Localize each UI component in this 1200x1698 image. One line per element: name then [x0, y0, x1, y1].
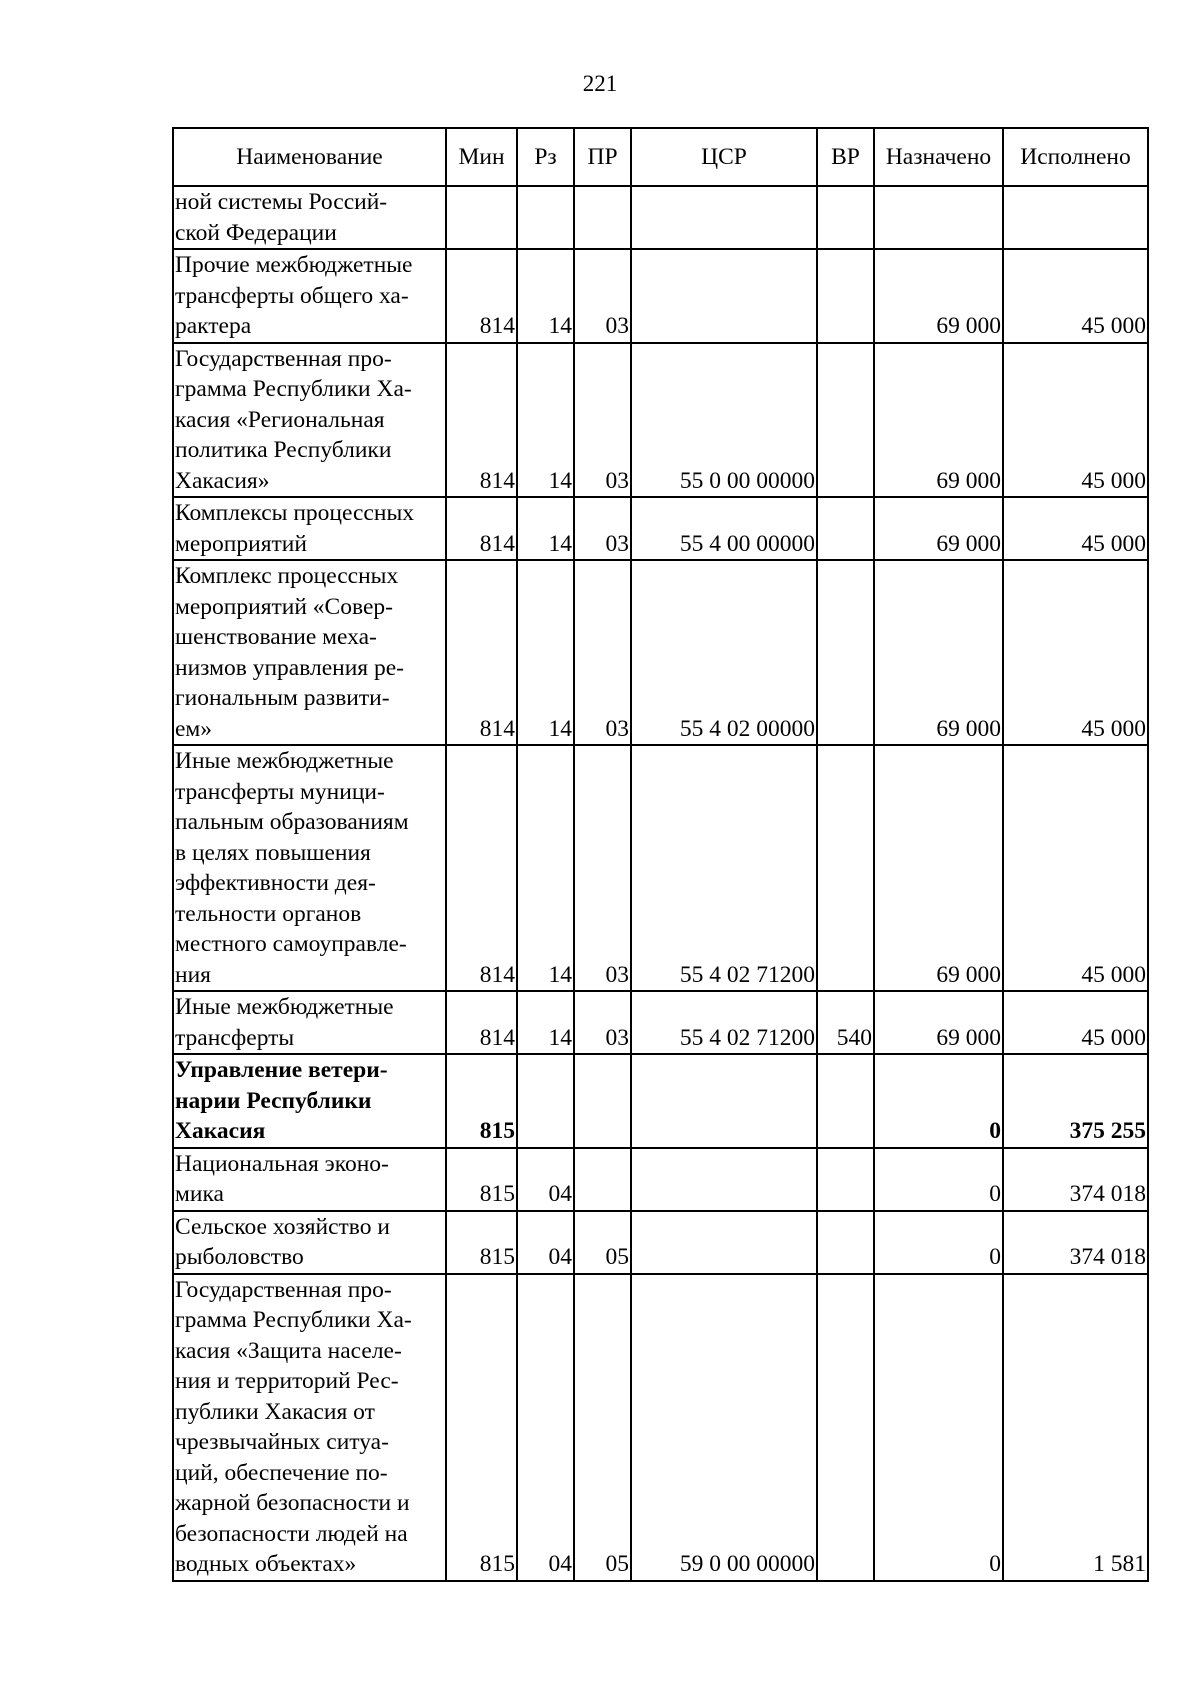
name-line: мероприятий [175, 530, 307, 557]
cell-executed: 374 018 [1003, 1148, 1148, 1211]
header-csr: ЦСР [631, 128, 817, 186]
name-line: ной системы Россий- [175, 189, 388, 215]
cell-assigned: 69 000 [874, 343, 1003, 498]
name-line: пальным образованиям [175, 809, 409, 835]
name-line: мика [175, 1181, 224, 1207]
name-line: в целях повышения [175, 839, 371, 866]
header-vr: ВР [817, 128, 874, 186]
cell-executed [1003, 186, 1148, 249]
table-row [173, 745, 1148, 991]
cell-pr: 05 [574, 1274, 631, 1581]
cell-name [173, 497, 446, 560]
cell-name [173, 560, 446, 745]
table-row [173, 186, 1148, 249]
header-executed: Исполнено [1003, 128, 1148, 186]
cell-min: 814 [446, 991, 517, 1054]
name-line: Комплексы процессных [175, 500, 414, 526]
name-line: трансферты муници- [175, 778, 385, 805]
cell-vr [817, 1211, 874, 1274]
budget-table [172, 127, 1149, 1582]
name-line: шенствование меха- [175, 624, 377, 650]
cell-executed: 45 000 [1003, 560, 1148, 745]
header-pr: ПР [574, 128, 631, 186]
cell-name [173, 1211, 446, 1274]
name-line: ния [175, 961, 211, 988]
cell-name [173, 991, 446, 1054]
cell-pr [574, 1054, 631, 1148]
name-line: трансферты [175, 1024, 295, 1051]
name-line: Государственная про- [175, 1276, 392, 1303]
cell-vr [817, 343, 874, 498]
cell-name [173, 343, 446, 498]
name-line: касия «Региональная [175, 406, 385, 433]
cell-csr: 59 0 00 00000 [631, 1274, 817, 1581]
cell-csr [631, 249, 817, 343]
cell-rz: 14 [517, 497, 574, 560]
cell-executed: 45 000 [1003, 249, 1148, 343]
name-line: эффективности дея- [175, 870, 376, 896]
name-line: мероприятий «Совер- [175, 593, 393, 620]
cell-executed: 45 000 [1003, 745, 1148, 991]
table-row [173, 1274, 1148, 1581]
cell-min: 815 [446, 1274, 517, 1581]
cell-name [173, 1274, 446, 1581]
cell-name [173, 186, 446, 249]
cell-csr: 55 4 02 00000 [631, 560, 817, 745]
name-line: трансферты общего ха- [175, 282, 409, 309]
cell-min: 815 [446, 1211, 517, 1274]
cell-rz: 14 [517, 745, 574, 991]
cell-rz: 14 [517, 991, 574, 1054]
cell-rz: 14 [517, 560, 574, 745]
name-line: Хакасия» [175, 467, 270, 494]
name-line: местного самоуправле- [175, 931, 407, 957]
cell-assigned: 0 [874, 1054, 1003, 1148]
cell-name [173, 1054, 446, 1148]
cell-vr [817, 1054, 874, 1148]
name-line: грамма Республики Ха- [175, 1307, 412, 1333]
cell-name [173, 1148, 446, 1211]
cell-csr [631, 1148, 817, 1211]
name-line: тельности органов [175, 900, 362, 927]
cell-name [173, 745, 446, 991]
cell-min [446, 186, 517, 249]
cell-rz [517, 1054, 574, 1148]
name-line: Национальная эконо- [175, 1150, 389, 1177]
cell-pr [574, 1148, 631, 1211]
name-line: Иные межбюджетные [175, 748, 394, 774]
table-row [173, 560, 1148, 745]
name-line: водных объектах» [175, 1551, 357, 1577]
cell-min: 814 [446, 343, 517, 498]
name-line: рактера [175, 313, 252, 339]
table-body [173, 186, 1148, 1581]
cell-assigned [874, 186, 1003, 249]
cell-vr: 540 [817, 991, 874, 1054]
name-line: чрезвычайных ситуа- [175, 1429, 389, 1455]
header-min: Мин [446, 128, 517, 186]
cell-assigned: 0 [874, 1148, 1003, 1211]
cell-pr: 03 [574, 497, 631, 560]
name-line: ем» [175, 715, 213, 742]
cell-csr: 55 4 00 00000 [631, 497, 817, 560]
name-line: безопасности людей на [175, 1520, 408, 1547]
name-line: рыболовство [175, 1244, 304, 1270]
cell-min: 814 [446, 497, 517, 560]
cell-vr [817, 1148, 874, 1211]
cell-rz: 04 [517, 1274, 574, 1581]
cell-pr: 03 [574, 991, 631, 1054]
cell-min: 815 [446, 1148, 517, 1211]
name-line: публики Хакасия от [175, 1398, 375, 1425]
cell-vr [817, 560, 874, 745]
name-line: нарии Республики [175, 1087, 372, 1114]
cell-executed: 45 000 [1003, 991, 1148, 1054]
header-name: Наименование [173, 128, 446, 186]
name-line: гиональным развити- [175, 685, 390, 711]
cell-rz: 14 [517, 249, 574, 343]
cell-executed: 45 000 [1003, 343, 1148, 498]
cell-csr [631, 1211, 817, 1274]
cell-csr: 55 4 02 71200 [631, 991, 817, 1054]
cell-csr: 55 0 00 00000 [631, 343, 817, 498]
cell-assigned: 69 000 [874, 991, 1003, 1054]
name-line: Управление ветери- [175, 1057, 388, 1083]
cell-executed: 1 581 [1003, 1274, 1148, 1581]
cell-name [173, 249, 446, 343]
cell-vr [817, 186, 874, 249]
cell-executed: 45 000 [1003, 497, 1148, 560]
header-rz: Рз [517, 128, 574, 186]
cell-csr: 55 4 02 71200 [631, 745, 817, 991]
cell-vr [817, 249, 874, 343]
name-line: ций, обеспечение по- [175, 1459, 388, 1486]
table-header-row [173, 128, 1148, 186]
cell-assigned: 69 000 [874, 560, 1003, 745]
name-line: Прочие межбюджетные [175, 252, 413, 278]
cell-min: 814 [446, 560, 517, 745]
cell-min: 814 [446, 745, 517, 991]
name-line: Иные межбюджетные [175, 994, 394, 1020]
cell-assigned: 69 000 [874, 745, 1003, 991]
name-line: касия «Защита населе- [175, 1337, 402, 1364]
table-row [173, 1054, 1148, 1148]
name-line: Хакасия [175, 1118, 266, 1144]
cell-assigned: 0 [874, 1274, 1003, 1581]
name-line: ской Федерации [175, 219, 337, 246]
cell-rz: 14 [517, 343, 574, 498]
cell-pr: 03 [574, 560, 631, 745]
cell-vr [817, 497, 874, 560]
cell-csr [631, 1054, 817, 1148]
name-line: грамма Республики Ха- [175, 376, 412, 402]
name-line: Государственная про- [175, 345, 392, 372]
table-row [173, 1148, 1148, 1211]
table-row [173, 1211, 1148, 1274]
name-line: политика Республики [175, 437, 392, 463]
table-row [173, 249, 1148, 343]
cell-pr [574, 186, 631, 249]
cell-rz: 04 [517, 1211, 574, 1274]
cell-vr [817, 1274, 874, 1581]
name-line: жарной безопасности и [175, 1490, 410, 1516]
cell-min: 814 [446, 249, 517, 343]
cell-csr [631, 186, 817, 249]
cell-assigned: 69 000 [874, 497, 1003, 560]
cell-rz [517, 186, 574, 249]
cell-assigned: 0 [874, 1211, 1003, 1274]
cell-executed: 374 018 [1003, 1211, 1148, 1274]
cell-pr: 03 [574, 249, 631, 343]
table-row [173, 991, 1148, 1054]
name-line: ния и территорий Рес- [175, 1368, 399, 1394]
cell-executed: 375 255 [1003, 1054, 1148, 1148]
name-line: Комплекс процессных [175, 563, 399, 589]
name-line: Сельское хозяйство и [175, 1213, 390, 1240]
page-number: 221 [582, 71, 618, 96]
table-row [173, 343, 1148, 498]
cell-vr [817, 745, 874, 991]
name-line: низмов управления ре- [175, 654, 404, 681]
cell-pr: 05 [574, 1211, 631, 1274]
cell-assigned: 69 000 [874, 249, 1003, 343]
cell-pr: 03 [574, 745, 631, 991]
cell-rz: 04 [517, 1148, 574, 1211]
table-row [173, 497, 1148, 560]
cell-min: 815 [446, 1054, 517, 1148]
cell-pr: 03 [574, 343, 631, 498]
header-assigned: Назначено [874, 128, 1003, 186]
